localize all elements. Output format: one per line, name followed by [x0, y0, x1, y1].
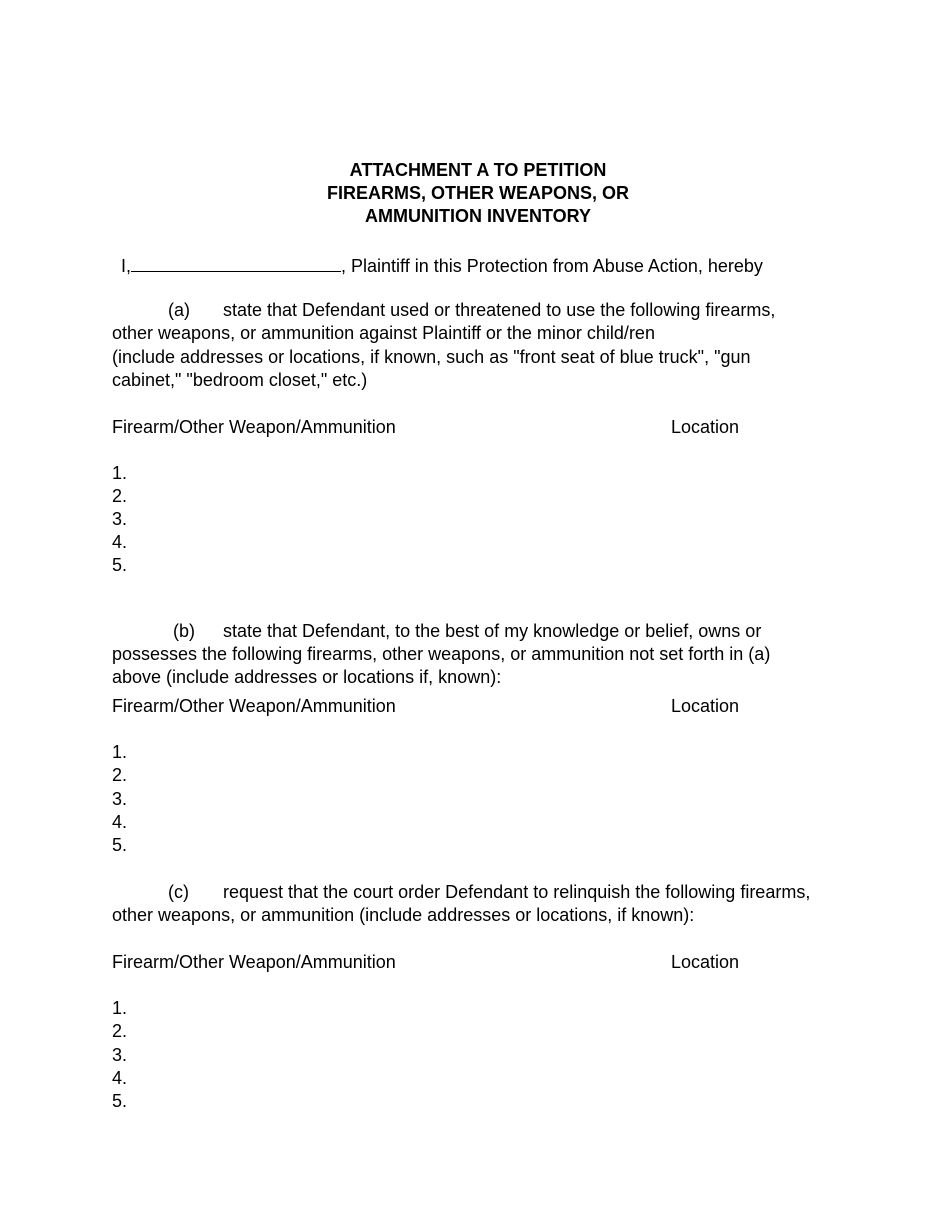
section-c-item-2: 2.: [112, 1021, 128, 1041]
section-a-item-2: 2.: [112, 486, 128, 506]
title-line-2: FIREARMS, OTHER WEAPONS, OR: [326, 183, 629, 203]
section-c-item-5: 5.: [112, 1091, 128, 1111]
section-b-line-1: state that Defendant, to the best of my knowledge or belief, owns or: [223, 621, 762, 641]
section-c-line-2: other weapons, or ammunition (include addresses or locations, if known):: [112, 905, 695, 925]
section-c-col-item: Firearm/Other Weapon/Ammunition: [112, 952, 396, 972]
section-a-label: (a): [168, 300, 190, 320]
section-a-line-2: other weapons, or ammunition against Plaintiff or the minor child/ren: [112, 323, 655, 343]
section-a-item-3: 3.: [112, 509, 128, 529]
section-b-line-2: possesses the following firearms, other weapons, or ammunition not set forth in (a): [112, 644, 771, 664]
section-c-item-4: 4.: [112, 1068, 128, 1088]
section-a-col-location: Location: [671, 417, 740, 437]
intro-line: [121, 253, 763, 278]
section-b-line-3: above (include addresses or locations if, known):: [112, 667, 502, 687]
section-a-line-1: state that Defendant used or threatened to use the following firearms,: [223, 300, 776, 320]
section-b-item-4: 4.: [112, 812, 128, 832]
section-b-item-5: 5.: [112, 835, 128, 855]
section-b-item-2: 2.: [112, 765, 128, 785]
intro-suffix: , Plaintiff in this Protection from Abuse Action, hereby: [341, 256, 763, 276]
section-a-item-1: 1.: [112, 463, 128, 483]
section-b-label: (b): [173, 621, 195, 641]
section-b-item-1: 1.: [112, 742, 128, 762]
section-b-item-3: 3.: [112, 789, 128, 809]
section-a-line-4: cabinet," "bedroom closet," etc.): [112, 370, 368, 390]
title-line-1: ATTACHMENT A TO PETITION: [349, 160, 607, 180]
section-c-label: (c): [168, 882, 189, 902]
section-a-line-3: (include addresses or locations, if known, such as "front seat of blue truck", "gun: [112, 347, 751, 367]
plaintiff-name-blank[interactable]: [131, 253, 341, 272]
section-b-col-item: Firearm/Other Weapon/Ammunition: [112, 696, 396, 716]
section-c-col-location: Location: [671, 952, 740, 972]
title-line-3: AMMUNITION INVENTORY: [364, 206, 591, 226]
section-a-item-5: 5.: [112, 555, 128, 575]
section-a-item-4: 4.: [112, 532, 128, 552]
section-c-item-1: 1.: [112, 998, 128, 1018]
section-a-col-item: Firearm/Other Weapon/Ammunition: [112, 417, 396, 437]
section-c-item-3: 3.: [112, 1045, 128, 1065]
section-b-col-location: Location: [671, 696, 740, 716]
intro-prefix: I,: [121, 256, 132, 276]
section-c-line-1: request that the court order Defendant to relinquish the following firearms,: [223, 882, 811, 902]
